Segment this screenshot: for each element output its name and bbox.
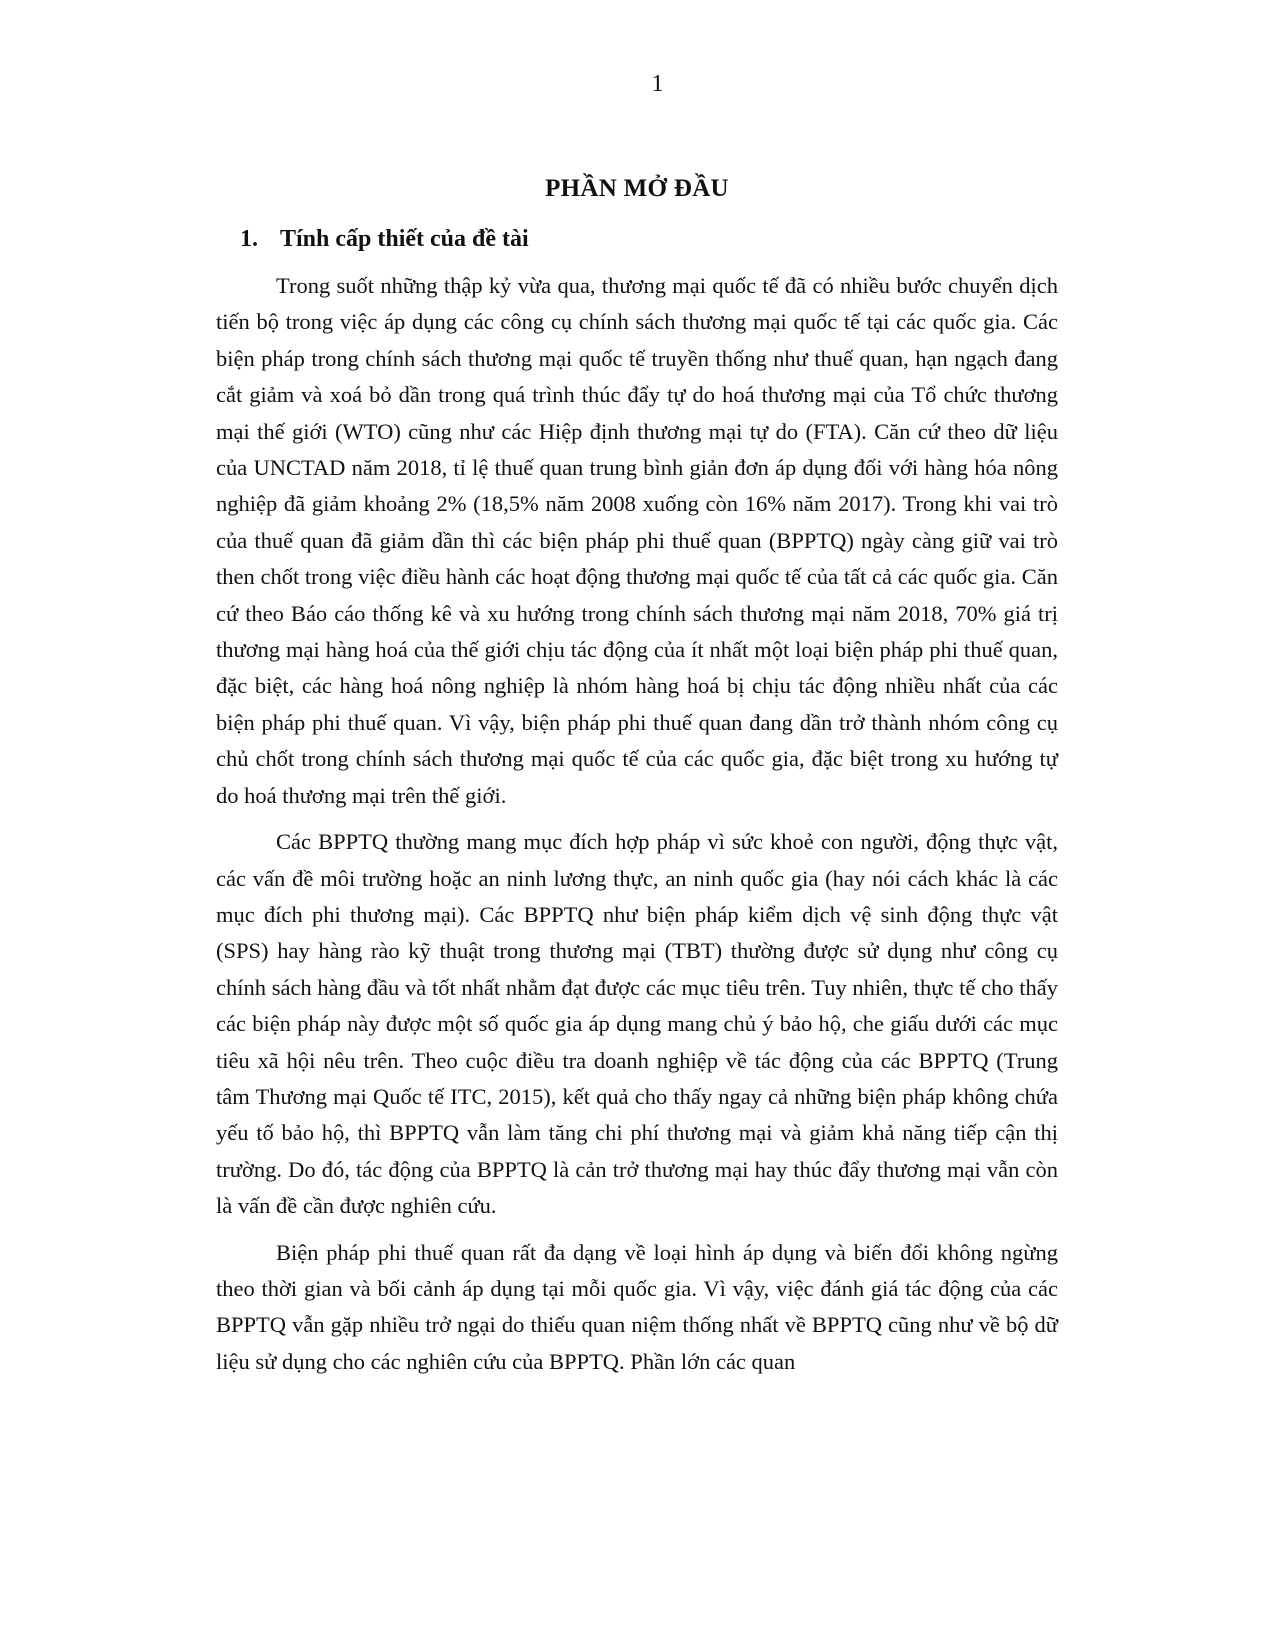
paragraph: Trong suốt những thập kỷ vừa qua, thương mại quốc tế đã có nhiều bước chuyển dịch tiến bộ trong việc áp dụng các công cụ chính sách thương mại quốc tế tại các quốc gia. Các biện pháp trong chính sách thương mại quốc tế truyền thống như thuế quan, hạn ngạch đang cắt giảm và xoá bỏ dần trong quá trình thúc đẩy tự do hoá thương mại của Tổ chức thương mại thế giới (WTO) cũng như các Hiệp định thương mại tự do (FTA). Căn cứ theo dữ liệu của UNCTAD năm 2018, tỉ lệ thuế quan trung bình giản đơn áp dụng đối với hàng hóa nông nghiệp đã giảm khoảng 2% (18,5% năm 2008 xuống còn 16% năm 2017). Trong khi vai trò của thuế quan đã giảm dần thì các biện pháp phi thuế quan (BPPTQ) ngày càng giữ vai trò then chốt trong việc điều hành các hoạt động thương mại quốc tế của tất cả các quốc gia. Căn cứ theo Báo cáo thống kê và xu hướng trong chính sách thương mại năm 2018, 70% giá trị thương mại hàng hoá của thế giới chịu tác động của ít nhất một loại biện pháp phi thuế quan, đặc biệt, các hàng hoá nông nghiệp là nhóm hàng hoá bị chịu tác động nhiều nhất của các biện pháp phi thuế quan. Vì vậy, biện pháp phi thuế quan đang dần trở thành nhóm công cụ chủ chốt trong chính sách thương mại quốc tế của các quốc gia, đặc biệt trong xu hướng tự do hoá thương mại trên thế giới. [216,273,1058,808]
document-body [216,174,1058,1390]
section-title: Tính cấp thiết của đề tài [280,226,529,252]
paragraph: Biện pháp phi thuế quan rất đa dạng về loại hình áp dụng và biến đổi không ngừng theo thời gian và bối cảnh áp dụng tại mỗi quốc gia. Vì vậy, việc đánh giá tác động của các BPPTQ vẫn gặp nhiều trở ngại do thiếu quan niệm thống nhất về BPPTQ cũng như về bộ dữ liệu sử dụng cho các nghiên cứu của BPPTQ. Phần lớn các quan [216,1239,1058,1374]
section-number: 1. [240,226,258,252]
page-title: PHẦN MỞ ĐẦU [545,175,729,202]
section-heading [240,224,1058,254]
page-number: 1 [651,71,664,97]
paragraph: Các BPPTQ thường mang mục đích hợp pháp vì sức khoẻ con người, động thực vật, các vấn đề môi trường hoặc an ninh lương thực, an ninh quốc gia (hay nói cách khác là các mục đích phi thương mại). Các BPPTQ như biện pháp kiểm dịch vệ sinh động thực vật (SPS) hay hàng rào kỹ thuật trong thương mại (TBT) thường được sử dụng như công cụ chính sách hàng đầu và tốt nhất nhằm đạt được các mục tiêu trên. Tuy nhiên, thực tế cho thấy các biện pháp này được một số quốc gia áp dụng mang chủ ý bảo hộ, che giấu dưới các mục tiêu xã hội nêu trên. Theo cuộc điều tra doanh nghiệp về tác động của các BPPTQ (Trung tâm Thương mại Quốc tế ITC, 2015), kết quả cho thấy ngay cả những biện pháp không chứa yếu tố bảo hộ, thì BPPTQ vẫn làm tăng chi phí thương mại và giảm khả năng tiếp cận thị trường. Do đó, tác động của BPPTQ là cản trở thương mại hay thúc đẩy thương mại vẫn còn là vấn đề cần được nghiên cứu. [216,829,1058,1219]
